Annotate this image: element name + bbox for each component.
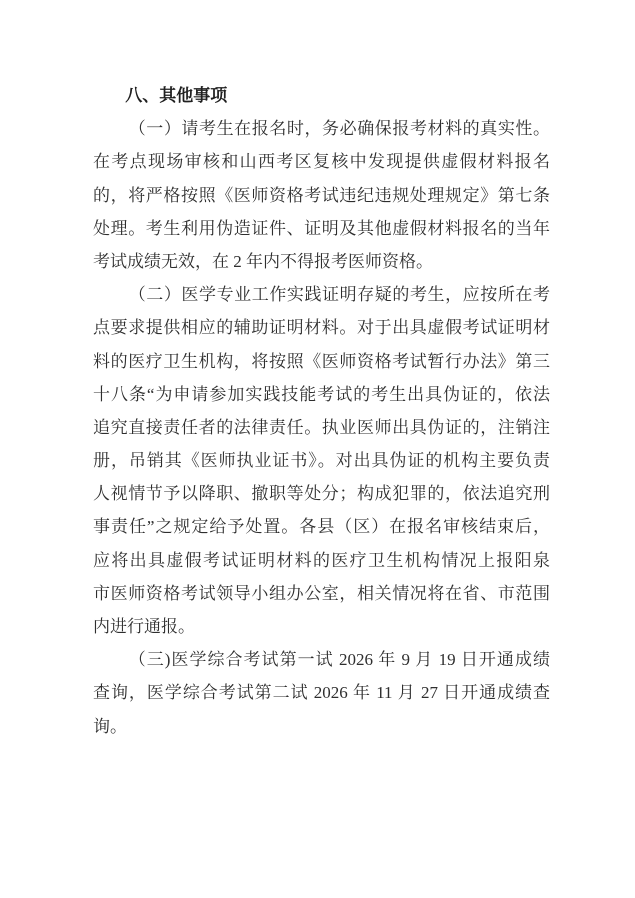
paragraph-2-line-3: 料的医疗卫生机构，将按照《医师资格考试暂行办法》第三 — [93, 351, 550, 371]
section-heading: 八、其他事项 — [125, 86, 228, 105]
paragraph-3-line-1: （三)医学综合考试第一试 2026 年 9 月 19 日开通成绩 — [128, 650, 550, 670]
paragraph-2-line-9: 应将出具虚假考试证明材料的医疗卫生机构情况上报阳泉 — [93, 550, 550, 570]
paragraph-2-line-4: 十八条“为申请参加实践技能考试的考生出具伪证的，依法 — [93, 384, 550, 404]
paragraph-1-line-3: 的，将严格按照《医师资格考试违纪违规处理规定》第七条 — [93, 185, 550, 205]
paragraph-2-line-5: 追究直接责任者的法律责任。执业医师出具伪证的，注销注 — [93, 417, 550, 437]
paragraph-3-line-2: 查询，医学综合考试第二试 2026 年 11 月 27 日开通成绩查 — [93, 683, 550, 703]
document-content — [93, 79, 550, 743]
paragraph-2-line-11: 内进行通报。 — [93, 617, 195, 636]
paragraph-2-line-8: 事责任”之规定给予处置。各县（区）在报名审核结束后， — [93, 517, 550, 537]
paragraph-1-line-1: （一）请考生在报名时，务必确保报考材料的真实性。 — [128, 119, 550, 139]
paragraph-3-line-3: 询。 — [93, 716, 127, 736]
paragraph-1-line-2: 在考点现场审核和山西考区复核中发现提供虚假材料报名 — [93, 152, 550, 172]
paragraph-2-line-1: （二）医学专业工作实践证明存疑的考生，应按所在考 — [128, 285, 550, 305]
paragraph-1-line-5: 考试成绩无效，在 2 年内不得报考医师资格。 — [93, 251, 433, 271]
paragraph-2-line-2: 点要求提供相应的辅助证明材料。对于出具虚假考试证明材 — [93, 318, 550, 338]
paragraph-1-line-4: 处理。考生利用伪造证件、证明及其他虚假材料报名的当年 — [93, 218, 550, 238]
paragraph-2-line-7: 人视情节予以降职、撤职等处分；构成犯罪的，依法追究刑 — [93, 484, 550, 504]
paragraph-2-line-6: 册，吊销其《医师执业证书》。对出具伪证的机构主要负责 — [93, 451, 550, 471]
paragraph-2-line-10: 市医师资格考试领导小组办公室，相关情况将在省、市范围 — [93, 583, 550, 603]
